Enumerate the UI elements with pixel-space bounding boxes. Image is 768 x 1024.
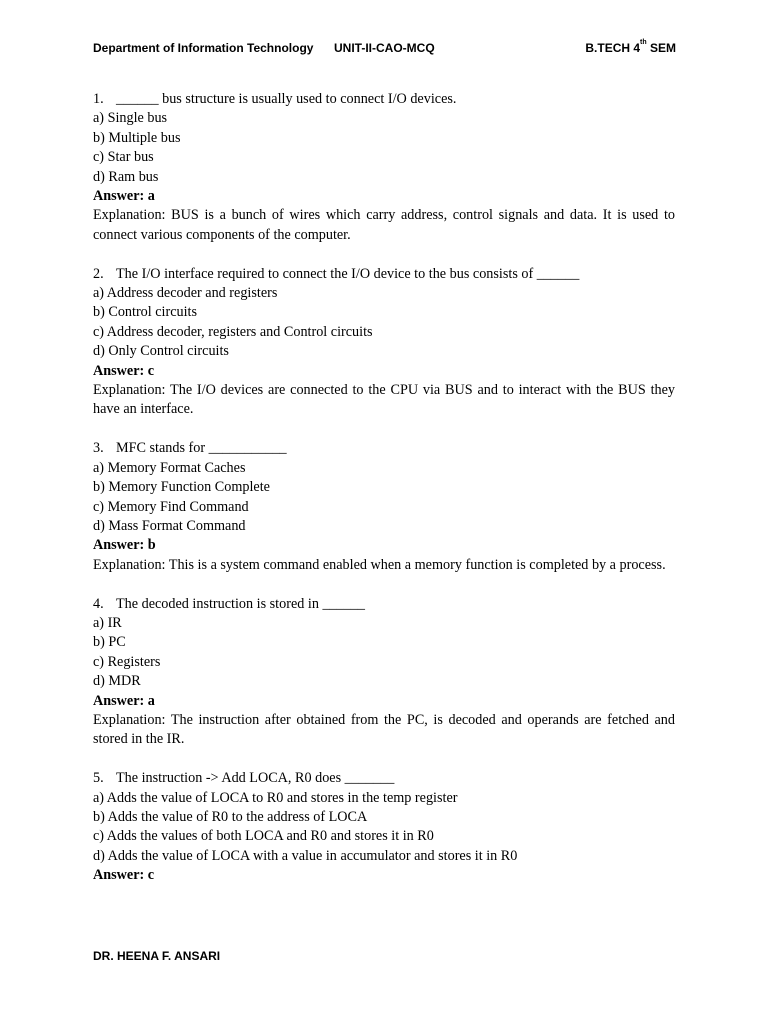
question-stem	[93, 439, 675, 458]
option-c: c) Memory Find Command	[93, 498, 249, 515]
question-number: 1.	[93, 91, 104, 107]
option-a: a) Adds the value of LOCA to R0 and stores in the temp register	[93, 789, 458, 806]
semester-label	[585, 41, 676, 55]
question-text: MFC stands for ___________	[116, 440, 287, 457]
option-c: c) Address decoder, registers and Control circuits	[93, 323, 373, 340]
page-footer-author: DR. HEENA F. ANSARI	[93, 949, 221, 963]
answer-label: Answer: a	[93, 692, 155, 709]
question-text: ______ bus structure is usually used to connect I/O devices.	[116, 91, 457, 107]
option-a: a) Memory Format Caches	[93, 459, 246, 476]
option-d: d) Adds the value of LOCA with a value in accumulator and stores it in R0	[93, 847, 518, 864]
explanation-text: Explanation: The I/O devices are connected to the CPU via BUS and to interact with the BUS they have an interface.	[93, 382, 675, 418]
question-number: 2.	[93, 265, 104, 282]
semester-prefix: B.TECH 4	[585, 41, 641, 55]
question-number: 4.	[93, 595, 104, 612]
option-d: d) MDR	[93, 673, 141, 690]
semester-suffix: SEM	[646, 41, 676, 55]
explanation-text: Explanation: BUS is a bunch of wires which carry address, control signals and data. It is used to connect various components of the computer.	[93, 207, 675, 243]
question-text: The instruction -> Add LOCA, R0 does _______	[116, 770, 395, 787]
question-stem	[93, 769, 675, 788]
question-list	[93, 90, 675, 905]
option-d: d) Mass Format Command	[93, 517, 246, 534]
answer-label: Answer: b	[93, 537, 156, 554]
question-stem	[93, 595, 675, 614]
answer-label: Answer: c	[93, 867, 155, 884]
option-c: c) Star bus	[93, 149, 154, 166]
option-b: b) PC	[93, 634, 126, 651]
page-header	[93, 41, 676, 59]
unit-title: UNIT-II-CAO-MCQ	[334, 41, 435, 55]
option-d: d) Only Control circuits	[93, 343, 229, 360]
option-c: c) Adds the values of both LOCA and R0 and stores it in R0	[93, 828, 434, 845]
department-name: Department of Information Technology	[93, 41, 314, 55]
question-text: The decoded instruction is stored in ______	[116, 595, 366, 612]
option-d: d) Ram bus	[93, 168, 159, 185]
question-text: The I/O interface required to connect the I/O device to the bus consists of ______	[116, 265, 580, 282]
question-stem	[93, 265, 675, 284]
question-number: 5.	[93, 770, 104, 787]
explanation-text: Explanation: This is a system command enabled when a memory function is completed by a process.	[93, 556, 666, 573]
question-number: 3.	[93, 440, 104, 457]
option-b: b) Control circuits	[93, 304, 198, 321]
question-5	[93, 769, 675, 885]
question-4	[93, 595, 675, 750]
option-a: a) Address decoder and registers	[93, 285, 278, 302]
explanation-text: Explanation: The instruction after obtained from the PC, is decoded and operands are fetched and stored in the IR.	[93, 711, 675, 748]
answer-label: Answer: c	[93, 362, 155, 379]
option-b: b) Adds the value of R0 to the address of LOCA	[93, 808, 368, 825]
question-stem	[93, 90, 675, 109]
semester-superscript: th	[640, 39, 647, 46]
question-3	[93, 439, 675, 575]
option-a: a) IR	[93, 614, 122, 631]
option-c: c) Registers	[93, 653, 161, 670]
answer-label: Answer: a	[93, 188, 155, 205]
option-b: b) Multiple bus	[93, 129, 181, 146]
option-b: b) Memory Function Complete	[93, 479, 270, 496]
question-1	[93, 90, 675, 245]
question-2	[93, 265, 675, 420]
option-a: a) Single bus	[93, 110, 168, 127]
